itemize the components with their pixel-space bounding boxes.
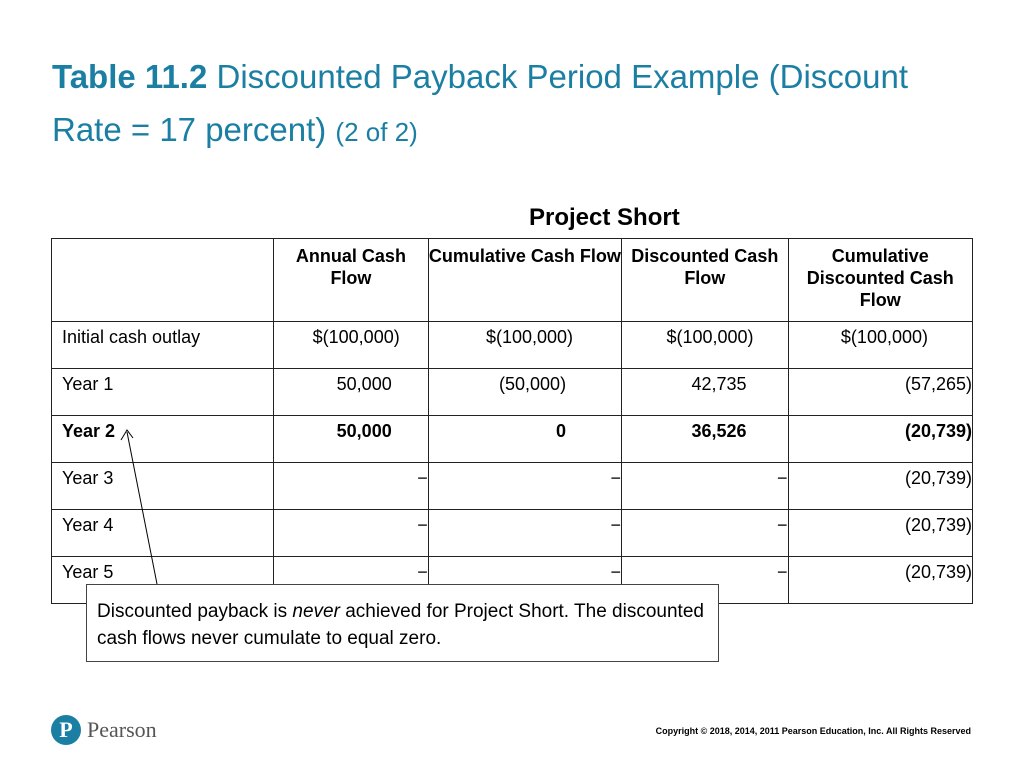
table-header-row (52, 239, 973, 322)
cell-annual: 50,000 (274, 369, 429, 416)
title-text: Discounted Payback Period Example (Discount Rate = 17 percent) (52, 58, 909, 148)
slide-title (52, 50, 982, 159)
table-row (52, 322, 973, 369)
callout-emphasis: never (292, 601, 340, 622)
callout-text-end: achieved for Project Short. The discounted cash flows never cumulate to equal zero. (97, 601, 704, 649)
pearson-logo-mark: P (51, 715, 81, 745)
row-label: Year 1 (52, 369, 274, 416)
cell-cum-discounted: (20,739) (788, 510, 972, 557)
header-annual-cash-flow: Annual Cash Flow (274, 239, 429, 322)
cell-cum-discounted: (20,739) (788, 557, 972, 604)
cell-cum-discounted: (57,265) (788, 369, 972, 416)
cell-cumulative: − (428, 463, 621, 510)
row-label: Year 3 (52, 463, 274, 510)
cell-cum-discounted: $(100,000) (788, 322, 972, 369)
cell-annual: 50,000 (274, 416, 429, 463)
cell-discounted: $(100,000) (622, 322, 789, 369)
cell-discounted: 36,526 (622, 416, 789, 463)
cell-discounted: − (622, 510, 789, 557)
pearson-logo (51, 713, 157, 747)
header-cell-blank (52, 239, 274, 322)
cell-cumulative: $(100,000) (428, 322, 621, 369)
cell-annual: − (274, 463, 429, 510)
header-cumulative-discounted-cash-flow: Cumulative Discounted Cash Flow (788, 239, 972, 322)
table-number: Table 11.2 (52, 58, 208, 95)
row-label: Initial cash outlay (52, 322, 274, 369)
title-part: (2 of 2) (335, 117, 418, 147)
copyright-notice: Copyright © 2018, 2014, 2011 Pearson Education, Inc. All Rights Reserved (655, 726, 971, 736)
table-row (52, 510, 973, 557)
row-label: Year 2 (52, 416, 274, 463)
cell-annual: − (274, 557, 429, 604)
header-cumulative-cash-flow: Cumulative Cash Flow (428, 239, 621, 322)
cell-discounted: − (622, 557, 789, 604)
cell-discounted: 42,735 (622, 369, 789, 416)
cell-cum-discounted: (20,739) (788, 416, 972, 463)
pearson-logo-text: Pearson (87, 717, 157, 742)
cell-annual: $(100,000) (274, 322, 429, 369)
header-discounted-cash-flow: Discounted Cash Flow (622, 239, 789, 322)
cell-cumulative: (50,000) (428, 369, 621, 416)
cell-annual: − (274, 510, 429, 557)
project-name: Project Short (529, 204, 680, 231)
callout-text-start: Discounted payback is (97, 601, 293, 622)
cell-cumulative: − (428, 557, 621, 604)
row-label: Year 4 (52, 510, 274, 557)
table-row (52, 369, 973, 416)
row-label: Year 5 (52, 557, 274, 604)
cell-discounted: − (622, 463, 789, 510)
table-row (52, 463, 973, 510)
callout-box (86, 584, 719, 662)
cell-cum-discounted: (20,739) (788, 463, 972, 510)
cash-flow-table (51, 238, 973, 604)
cell-cumulative: − (428, 510, 621, 557)
cell-cumulative: 0 (428, 416, 621, 463)
table-row (52, 416, 973, 463)
